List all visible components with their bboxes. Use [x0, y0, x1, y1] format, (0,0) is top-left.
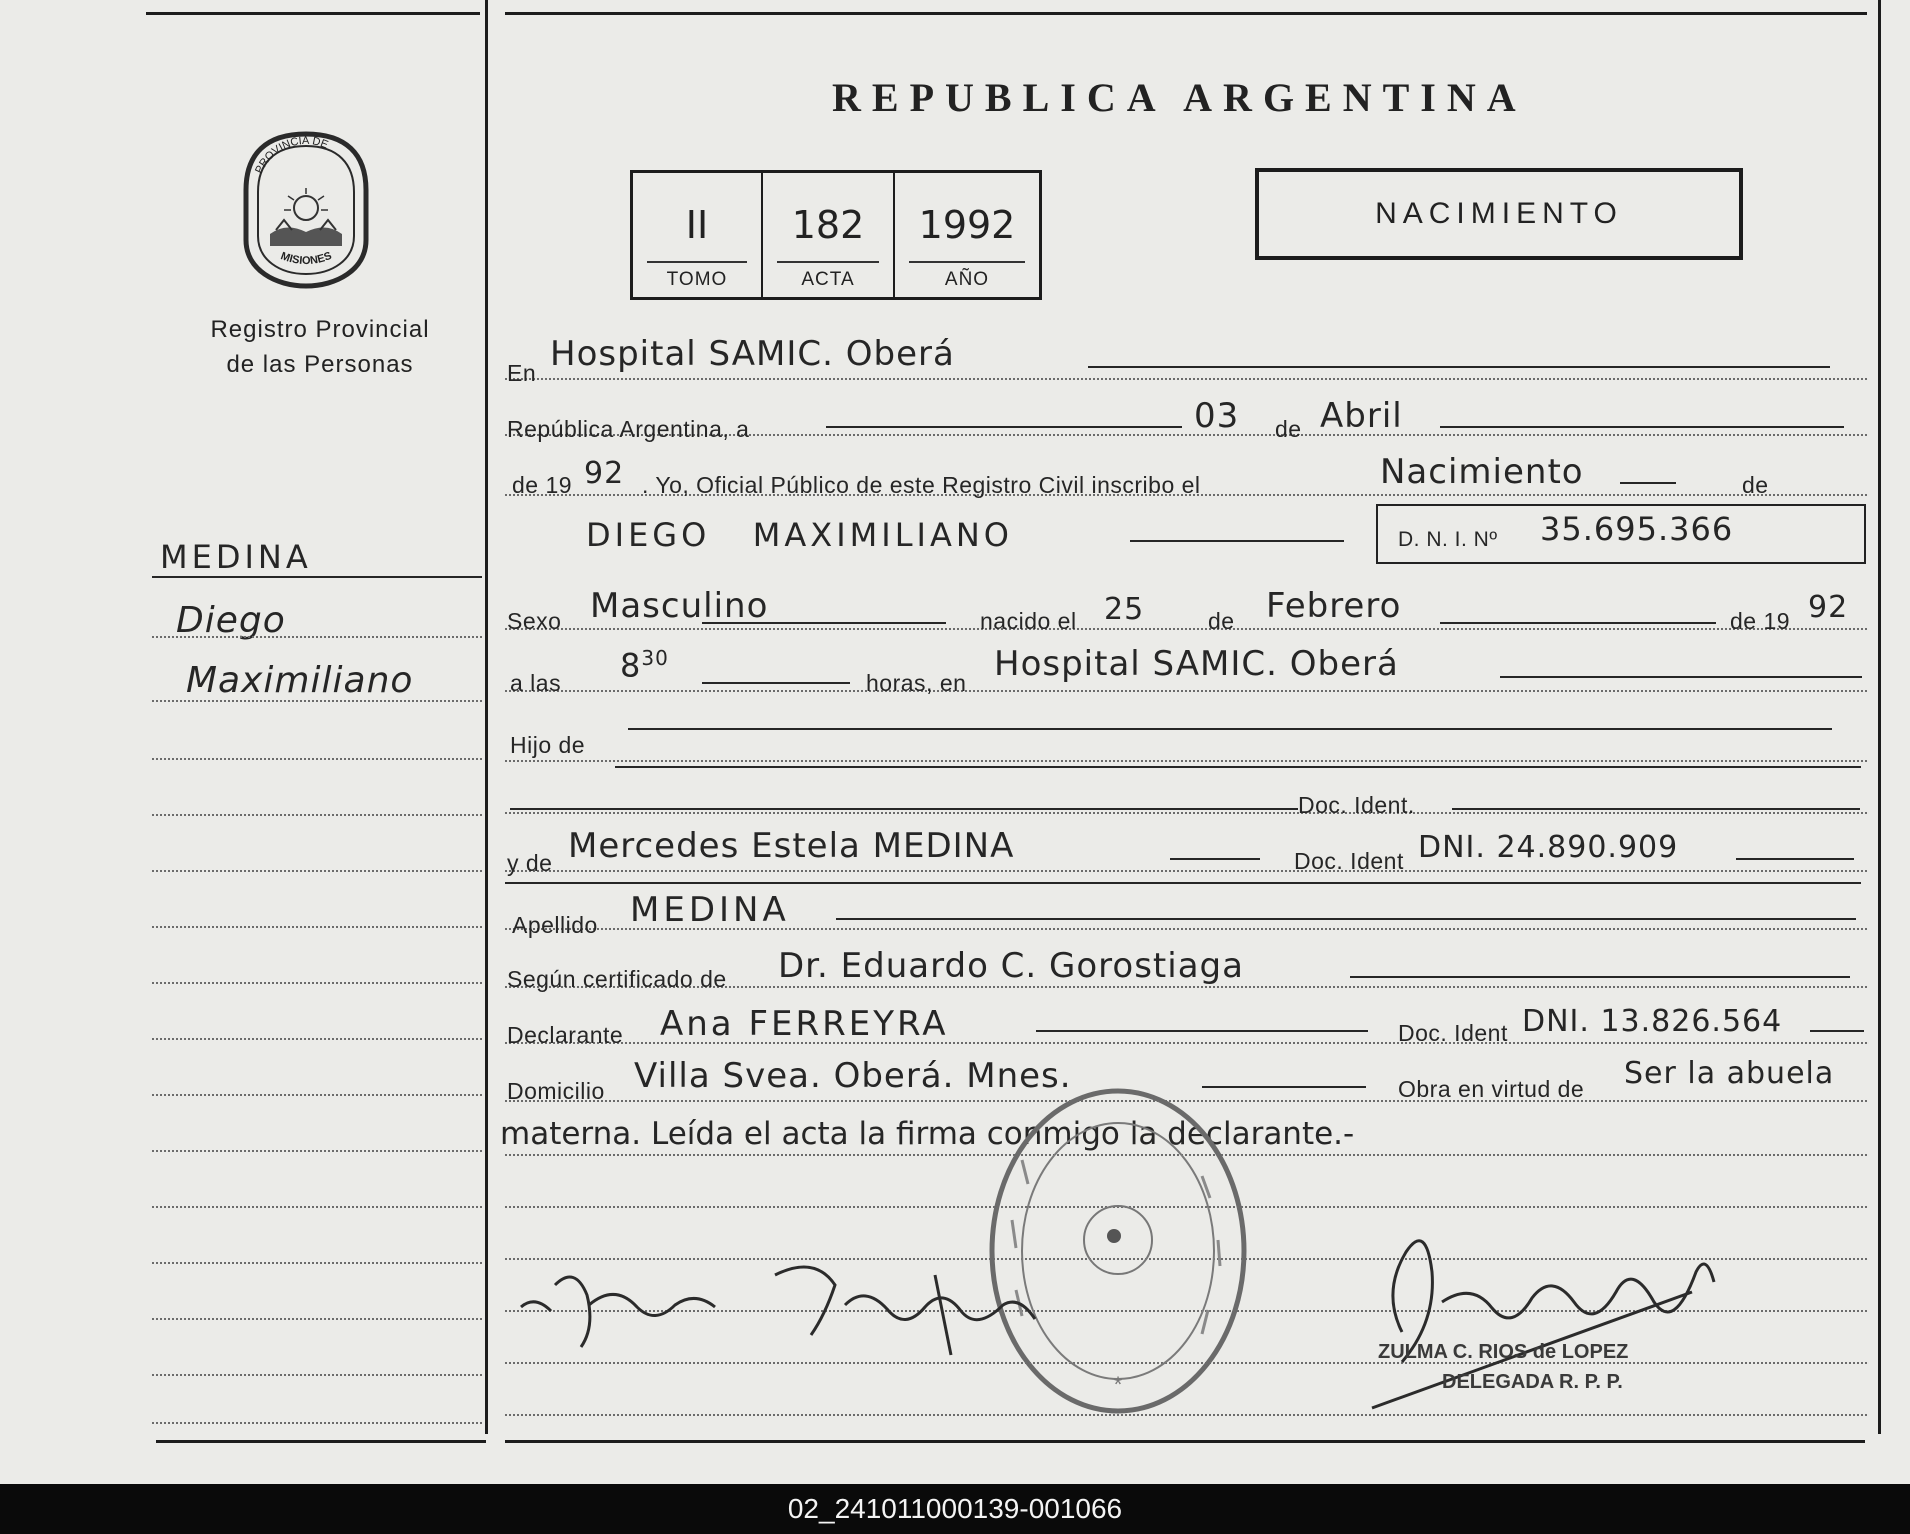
image-code-bar	[0, 1484, 1910, 1534]
label-docident: Doc. Ident.	[1298, 792, 1415, 818]
label-docident-3: Doc. Ident	[1398, 1020, 1508, 1046]
sidebar-surname-rule	[152, 576, 482, 578]
label-nacido: nacido el	[980, 608, 1077, 634]
svg-text:PROVINCIA DE: PROVINCIA DE	[253, 134, 330, 176]
label-declarante: Declarante	[507, 1022, 624, 1048]
top-rule-right	[505, 12, 1867, 15]
label-de-2: de	[1208, 608, 1235, 634]
value-hour-minutes: 30	[641, 646, 669, 670]
fill-rule	[826, 426, 1182, 428]
label-alas: a las	[510, 670, 562, 696]
label-docident-2: Doc. Ident	[1294, 848, 1404, 874]
form-dotted-line	[505, 628, 1867, 630]
value-declarante-doc: DNI. 13.826.564	[1522, 1004, 1783, 1039]
record-type-box	[1255, 168, 1743, 260]
form-dotted-line	[505, 760, 1867, 762]
label-domicilio: Domicilio	[507, 1078, 605, 1104]
value-note: materna. Leída el acta la firma conmigo la declarante.-	[500, 1116, 1355, 1152]
tomo-cell	[633, 173, 761, 297]
office-line-1: Registro Provincial	[210, 316, 430, 343]
fill-rule	[1036, 1030, 1368, 1032]
value-en: Hospital SAMIC. Oberá	[550, 334, 955, 374]
anio-cell	[895, 173, 1039, 297]
fill-rule	[1170, 858, 1260, 860]
value-inscribo: Nacimiento	[1380, 452, 1584, 492]
value-birth-month: Febrero	[1266, 586, 1402, 626]
value-hour	[620, 646, 669, 685]
label-obra: Obra en virtud de	[1398, 1076, 1585, 1102]
value-birth-day: 25	[1104, 592, 1145, 627]
sidebar-dotted-line	[152, 1094, 482, 1096]
sidebar-dotted-line	[152, 1262, 482, 1264]
sidebar-dotted-line	[152, 758, 482, 760]
label-hijo: Hijo de	[510, 732, 586, 758]
fill-rule	[615, 766, 1861, 768]
fill-rule	[1620, 482, 1676, 484]
top-rule-left	[146, 12, 480, 15]
label-horas: horas, en	[866, 670, 967, 696]
label-segun: Según certificado de	[507, 966, 727, 992]
record-type-label: NACIMIENTO	[1375, 197, 1623, 230]
form-dotted-line	[505, 812, 1867, 814]
fill-rule	[1500, 676, 1862, 678]
label-de: de	[1275, 416, 1302, 442]
value-domicilio: Villa Svea. Oberá. Mnes.	[634, 1056, 1072, 1096]
value-name: DIEGO MAXIMILIANO	[586, 516, 1013, 554]
label-de19-2: de 19	[1730, 608, 1791, 634]
sidebar-dotted-line	[152, 870, 482, 872]
sidebar-dotted-line	[152, 814, 482, 816]
left-column-divider	[485, 0, 488, 1434]
sidebar-dotted-line	[152, 1206, 482, 1208]
value-mother: Mercedes Estela MEDINA	[568, 826, 1015, 866]
acta-label: ACTA	[801, 269, 855, 290]
value-declarante: Ana FERREYRA	[660, 1004, 949, 1044]
fill-rule	[505, 882, 1861, 884]
svg-text:MISIONES: MISIONES	[279, 249, 334, 268]
sidebar-dotted-line	[152, 982, 482, 984]
form-dotted-line	[505, 378, 1867, 380]
registry-number-box	[630, 170, 1042, 300]
acta-value: 182	[791, 203, 865, 247]
fill-rule	[1810, 1030, 1864, 1032]
document-title: REPUBLICA ARGENTINA	[832, 75, 1527, 120]
officer-stamp-title: DELEGADA R. P. P.	[1442, 1371, 1623, 1393]
label-de-end: de	[1742, 472, 1769, 498]
fill-rule	[1452, 808, 1860, 810]
form-dotted-line	[505, 870, 1867, 872]
label-republica: República Argentina, a	[507, 416, 750, 442]
label-en: En	[507, 360, 537, 386]
sidebar-dotted-line	[152, 1150, 482, 1152]
fill-rule	[702, 682, 850, 684]
form-dotted-line	[505, 690, 1867, 692]
sidebar-dotted-line	[152, 1422, 482, 1424]
fill-rule	[510, 808, 1298, 810]
sidebar-dotted-line	[152, 1374, 482, 1376]
officer-signature-icon	[1362, 1212, 1742, 1412]
sidebar-given-name-1: Diego	[176, 600, 286, 641]
value-hour-main: 8	[620, 646, 642, 685]
value-segun: Dr. Eduardo C. Gorostiaga	[778, 946, 1244, 986]
value-dni: 35.695.366	[1540, 510, 1734, 548]
sidebar-dotted-line	[152, 1318, 482, 1320]
bottom-rule-right	[505, 1440, 1865, 1443]
fill-rule	[1736, 858, 1854, 860]
sidebar-dotted-line	[152, 1038, 482, 1040]
acta-cell	[763, 173, 893, 297]
label-yde: y de	[507, 850, 553, 876]
value-place: Hospital SAMIC. Oberá	[994, 644, 1399, 684]
fill-rule	[1088, 366, 1830, 368]
value-month: Abril	[1320, 396, 1403, 436]
fill-rule	[836, 918, 1856, 920]
office-line-2: de las Personas	[226, 351, 414, 378]
label-de19: de 19	[512, 472, 573, 498]
image-code: 02_241011000139-001066	[787, 1493, 1123, 1524]
province-seal-icon	[236, 130, 376, 290]
value-obra: Ser la abuela	[1624, 1056, 1835, 1091]
sidebar-dotted-line	[152, 636, 482, 638]
label-sexo: Sexo	[507, 608, 562, 634]
sidebar-given-name-2: Maximiliano	[186, 660, 414, 701]
label-dni: D. N. I. Nº	[1398, 528, 1498, 551]
sidebar-dotted-line	[152, 926, 482, 928]
value-year: 92	[584, 456, 625, 491]
sidebar-dotted-line	[152, 700, 482, 702]
fill-rule	[1350, 976, 1850, 978]
declarant-signature-icon	[515, 1235, 1055, 1375]
value-apellido: MEDINA	[630, 890, 790, 930]
svg-text:*: *	[1113, 1372, 1123, 1397]
value-birth-year: 92	[1808, 590, 1849, 625]
value-day: 03	[1194, 396, 1240, 436]
officer-stamp-name: ZULMA C. RIOS de LOPEZ	[1378, 1341, 1629, 1363]
value-sexo: Masculino	[590, 586, 769, 626]
fill-rule	[1130, 540, 1344, 542]
fill-rule	[628, 728, 1832, 730]
issuing-office	[160, 312, 480, 382]
fill-rule	[1440, 426, 1844, 428]
label-apellido: Apellido	[512, 912, 598, 938]
fill-rule	[1440, 622, 1716, 624]
anio-label: AÑO	[944, 269, 990, 290]
anio-value: 1992	[918, 203, 1016, 247]
label-yo: . Yo, Oficial Público de este Registro Civil inscribo el	[642, 472, 1201, 498]
bottom-rule-left	[156, 1440, 486, 1443]
sidebar-surname: MEDINA	[160, 538, 312, 576]
tomo-label: TOMO	[666, 269, 728, 290]
right-border	[1878, 0, 1881, 1434]
tomo-value: II	[685, 203, 709, 247]
value-mother-doc: DNI. 24.890.909	[1418, 830, 1679, 865]
